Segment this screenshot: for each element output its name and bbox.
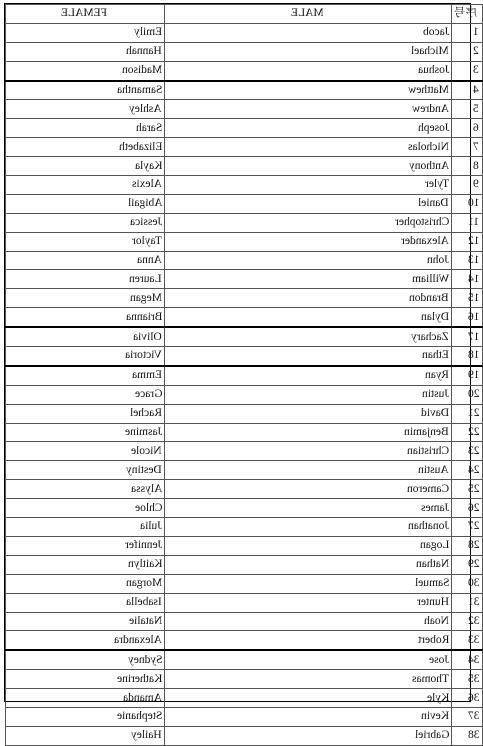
row-number-cell: [452, 631, 483, 650]
row-number-cell: [452, 612, 483, 631]
male-name-cell-text: Thomas: [411, 672, 449, 685]
row-number-cell: [452, 423, 483, 442]
row-number-cell: [452, 308, 483, 327]
row-number-cell-text: 9: [473, 178, 479, 191]
table-row: [6, 289, 483, 308]
female-name-cell-text: Olivia: [133, 330, 162, 343]
row-number-cell: [452, 42, 483, 61]
row-number-cell: [452, 327, 483, 346]
male-name-cell: [165, 61, 452, 80]
row-number-cell: [452, 689, 483, 708]
male-name-cell-text: Tyler: [424, 178, 449, 191]
male-name-cell: [165, 308, 452, 327]
row-number-cell: [452, 707, 483, 726]
row-number-cell: [452, 157, 483, 176]
table-row: [6, 251, 483, 270]
male-name-cell: [165, 138, 452, 157]
row-number-cell: [452, 61, 483, 80]
male-name-cell-text: Joshua: [417, 64, 449, 77]
row-number-cell-text: 24: [467, 463, 479, 476]
male-name-cell-text: James: [420, 501, 449, 514]
row-number-cell: [452, 119, 483, 138]
table-row: [6, 366, 483, 385]
male-name-cell: [165, 442, 452, 461]
male-name-cell: [165, 707, 452, 726]
row-number-cell: [452, 385, 483, 404]
female-name-cell-text: Amanda: [123, 691, 162, 704]
row-number-cell: [452, 404, 483, 423]
male-name-cell: [165, 232, 452, 251]
row-number-cell-text: 14: [467, 272, 479, 285]
row-number-cell: [452, 480, 483, 499]
female-name-cell: [6, 213, 165, 232]
row-number-cell-text: 38: [467, 729, 479, 742]
female-name-cell: [6, 194, 165, 213]
table-row: [6, 423, 483, 442]
female-name-cell: [6, 100, 165, 119]
row-number-cell-text: 31: [467, 596, 479, 609]
row-number-cell-text: 20: [467, 388, 479, 401]
row-number-cell-text: 7: [473, 140, 479, 153]
female-name-cell: [6, 289, 165, 308]
row-number-cell: [452, 213, 483, 232]
female-name-cell: [6, 612, 165, 631]
table-row: [6, 518, 483, 537]
female-name-cell-text: Grace: [134, 388, 162, 401]
male-name-cell-text: Nicholas: [408, 140, 449, 153]
female-name-cell-text: Alexandra: [114, 633, 162, 646]
table-row: [6, 232, 483, 251]
female-name-cell-text: Morgan: [125, 577, 162, 590]
row-number-cell-text: 6: [473, 121, 479, 134]
male-name-cell-text: Kevin: [420, 710, 449, 723]
table-row: [6, 631, 483, 650]
row-number-cell: [452, 138, 483, 157]
row-number-cell-text: 23: [467, 444, 479, 457]
male-name-cell: [165, 347, 452, 366]
female-name-cell: [6, 42, 165, 61]
female-name-cell-text: Alyssa: [130, 482, 162, 495]
female-name-cell: [6, 726, 165, 745]
male-name-cell: [165, 593, 452, 612]
row-number-cell-text: 37: [467, 710, 479, 723]
table-row: [6, 81, 483, 100]
male-name-cell: [165, 81, 452, 100]
female-name-cell-text: Abigail: [127, 197, 162, 210]
row-number-cell-text: 11: [467, 216, 479, 229]
male-name-cell-text: Zachary: [411, 330, 449, 343]
male-name-cell-text: David: [420, 407, 449, 420]
row-number-cell: [452, 81, 483, 100]
female-name-cell: [6, 366, 165, 385]
female-name-cell-text: Isabella: [126, 596, 162, 609]
row-number-cell-text: 5: [473, 102, 479, 115]
table-row: [6, 327, 483, 346]
male-name-cell-text: Jonathan: [408, 520, 449, 533]
female-name-cell-text: Samantha: [116, 84, 162, 96]
female-name-cell-text: Katherine: [116, 672, 162, 685]
table-row: [6, 461, 483, 480]
male-name-cell: [165, 366, 452, 385]
male-name-cell: [165, 461, 452, 480]
header-no: 序号: [452, 5, 483, 24]
female-name-cell-text: Jasmine: [124, 426, 162, 439]
row-number-cell-text: 26: [467, 501, 479, 514]
male-name-cell-text: Justin: [422, 388, 449, 401]
female-name-cell: [6, 251, 165, 270]
row-number-cell: [452, 194, 483, 213]
row-number-cell: [452, 176, 483, 195]
female-name-cell-text: Anna: [137, 254, 162, 267]
female-name-cell: [6, 461, 165, 480]
table-row: [6, 442, 483, 461]
female-name-cell-text: Victoria: [125, 349, 162, 362]
female-name-cell: [6, 270, 165, 289]
female-name-cell: [6, 442, 165, 461]
table-row: [6, 536, 483, 555]
row-number-cell-text: 8: [473, 159, 479, 172]
male-name-cell-text: Samuel: [414, 577, 449, 590]
row-number-cell: [452, 650, 483, 669]
female-name-cell: [6, 385, 165, 404]
male-name-cell-text: Anthony: [408, 159, 449, 172]
row-number-cell: [452, 23, 483, 42]
row-number-cell-text: 30: [467, 577, 479, 590]
female-name-cell: [6, 404, 165, 423]
female-name-cell-text: Emily: [133, 26, 162, 39]
table-body: [6, 23, 483, 745]
table-row: [6, 42, 483, 61]
male-name-cell: [165, 251, 452, 270]
male-name-cell-text: John: [427, 254, 449, 267]
row-number-cell-text: 25: [467, 482, 479, 495]
row-number-cell: [452, 593, 483, 612]
male-name-cell-text: Jose: [429, 653, 449, 666]
male-name-cell: [165, 536, 452, 555]
names-table: [5, 4, 483, 746]
male-name-cell-text: Joseph: [417, 121, 449, 134]
table-row: [6, 270, 483, 289]
table-row: [6, 689, 483, 708]
table-row: [6, 176, 483, 195]
table-row: [6, 308, 483, 327]
row-number-cell: [452, 536, 483, 555]
male-name-cell: [165, 385, 452, 404]
row-number-cell-text: 3: [473, 64, 479, 77]
row-number-cell-text: 16: [467, 310, 479, 323]
female-name-cell-text: Hannah: [126, 45, 162, 58]
row-number-cell-text: 35: [467, 672, 479, 685]
table-row: [6, 194, 483, 213]
table-row: [6, 385, 483, 404]
table-row: [6, 499, 483, 518]
row-number-cell-text: 29: [467, 558, 479, 571]
row-number-cell: [452, 726, 483, 745]
header-row: [6, 5, 483, 24]
female-name-cell-text: Sydney: [127, 653, 162, 666]
female-name-cell: [6, 574, 165, 593]
row-number-cell: [452, 289, 483, 308]
female-name-cell-text: Jessica: [130, 216, 162, 229]
male-name-cell: [165, 612, 452, 631]
row-number-cell: [452, 499, 483, 518]
male-name-cell: [165, 574, 452, 593]
table-row: [6, 612, 483, 631]
table-row: [6, 404, 483, 423]
male-name-cell: [165, 650, 452, 669]
female-name-cell: [6, 23, 165, 42]
row-number-cell-text: 19: [467, 369, 479, 382]
female-name-cell: [6, 650, 165, 669]
female-name-cell-text: Chloe: [134, 501, 162, 514]
female-name-cell: [6, 232, 165, 251]
row-number-cell: [452, 366, 483, 385]
male-name-cell-text: Ethan: [422, 349, 449, 362]
table-row: [6, 23, 483, 42]
table-row: [6, 61, 483, 80]
male-name-cell: [165, 289, 452, 308]
male-name-cell: [165, 726, 452, 745]
male-name-cell: [165, 100, 452, 119]
female-name-cell-text: Rachel: [130, 407, 162, 420]
female-name-cell-text: Kaitlyn: [127, 558, 162, 571]
female-name-cell-text: Alexis: [131, 178, 162, 191]
female-name-cell: [6, 157, 165, 176]
male-name-cell-text: Alexander: [401, 235, 449, 248]
female-name-cell: [6, 593, 165, 612]
table-row: [6, 213, 483, 232]
names-sheet: [4, 3, 479, 742]
row-number-cell-text: 27: [467, 520, 479, 533]
female-name-cell: [6, 81, 165, 100]
female-name-cell: [6, 536, 165, 555]
row-number-cell-text: 15: [467, 291, 479, 304]
male-name-cell: [165, 404, 452, 423]
female-name-cell-text: Madison: [121, 64, 162, 77]
row-number-cell: [452, 518, 483, 537]
female-name-cell: [6, 308, 165, 327]
male-name-cell-text: Gabriel: [414, 729, 449, 742]
row-number-cell-text: 32: [467, 614, 479, 627]
table-row: [6, 650, 483, 669]
row-number-cell-text: 4: [473, 84, 479, 96]
row-number-cell: [452, 670, 483, 689]
female-name-cell-text: Natalie: [128, 614, 162, 627]
male-name-cell-text: Logan: [419, 539, 449, 552]
female-name-cell-text: Megan: [130, 291, 162, 304]
male-name-cell-text: Michael: [411, 45, 449, 58]
female-name-cell-text: Stephanie: [116, 710, 162, 723]
male-name-cell-text: Christian: [406, 444, 449, 457]
male-name-cell-text: Cameron: [406, 482, 449, 495]
row-number-cell-text: 21: [467, 407, 479, 420]
row-number-cell-text: 17: [467, 330, 479, 343]
male-name-cell: [165, 194, 452, 213]
row-number-cell-text: 34: [467, 653, 479, 666]
female-name-cell-text: Brianna: [125, 310, 162, 323]
row-number-cell-text: 22: [467, 426, 479, 439]
male-name-cell: [165, 42, 452, 61]
row-number-cell-text: 1: [473, 26, 479, 39]
female-name-cell: [6, 555, 165, 574]
female-name-cell-text: Nicole: [131, 444, 162, 457]
male-name-cell: [165, 518, 452, 537]
female-name-cell-text: Lauren: [129, 272, 162, 285]
row-number-cell: [452, 251, 483, 270]
female-name-cell-text: Emma: [131, 369, 162, 382]
female-name-cell: [6, 480, 165, 499]
female-name-cell: [6, 707, 165, 726]
table-row: [6, 138, 483, 157]
table-row: [6, 555, 483, 574]
male-name-cell: [165, 480, 452, 499]
male-name-cell-text: Hunter: [417, 596, 449, 609]
male-name-cell-text: Nathan: [415, 558, 449, 571]
row-number-cell: [452, 461, 483, 480]
row-number-cell: [452, 100, 483, 119]
row-number-cell-text: 18: [467, 349, 479, 362]
female-name-cell-text: Taylor: [132, 235, 162, 248]
row-number-cell-text: 33: [467, 633, 479, 646]
female-name-cell: [6, 518, 165, 537]
male-name-cell: [165, 119, 452, 138]
male-name-cell: [165, 631, 452, 650]
row-number-cell: [452, 347, 483, 366]
male-name-cell-text: Matthew: [408, 84, 449, 96]
female-name-cell-text: Sarah: [135, 121, 162, 134]
female-name-cell: [6, 631, 165, 650]
male-name-cell-text: Brandon: [409, 291, 449, 304]
row-number-cell-text: 13: [467, 254, 479, 267]
male-name-cell: [165, 270, 452, 289]
male-name-cell-text: Ryan: [425, 369, 449, 382]
male-name-cell: [165, 689, 452, 708]
female-name-cell-text: Julia: [140, 520, 162, 533]
male-name-cell-text: Dylan: [420, 310, 449, 323]
table-row: [6, 157, 483, 176]
male-name-cell-text: Jacob: [422, 26, 449, 39]
male-name-cell-text: Christopher: [394, 216, 449, 229]
male-name-cell: [165, 213, 452, 232]
male-name-cell: [165, 23, 452, 42]
female-name-cell-text: Kayla: [134, 159, 162, 172]
male-name-cell-text: Kyle: [426, 691, 449, 704]
male-name-cell: [165, 423, 452, 442]
male-name-cell-text: Daniel: [418, 197, 449, 210]
male-name-cell: [165, 499, 452, 518]
table-row: [6, 726, 483, 745]
table-row: [6, 670, 483, 689]
header-female: FEMALE: [6, 5, 165, 24]
row-number-cell: [452, 232, 483, 251]
table-row: [6, 593, 483, 612]
male-name-cell-text: William: [411, 272, 449, 285]
row-number-cell: [452, 270, 483, 289]
row-number-cell: [452, 442, 483, 461]
female-name-cell-text: Elizabeth: [118, 140, 162, 153]
row-number-cell: [452, 555, 483, 574]
male-name-cell: [165, 555, 452, 574]
table-row: [6, 347, 483, 366]
male-name-cell-text: Robert: [417, 633, 449, 646]
female-name-cell-text: Destiny: [126, 463, 162, 476]
male-name-cell-text: Benjamin: [404, 426, 449, 439]
female-name-cell: [6, 61, 165, 80]
female-name-cell: [6, 423, 165, 442]
female-name-cell-text: Hailey: [131, 729, 162, 742]
row-number-cell: [452, 574, 483, 593]
male-name-cell-text: Noah: [424, 614, 449, 627]
female-name-cell-text: Jennifer: [124, 539, 162, 552]
table-row: [6, 480, 483, 499]
header-male: MALE: [165, 5, 452, 24]
male-name-cell: [165, 157, 452, 176]
female-name-cell-text: Ashley: [129, 102, 162, 115]
row-number-cell-text: 10: [467, 197, 479, 210]
female-name-cell: [6, 670, 165, 689]
row-number-cell-text: 28: [467, 539, 479, 552]
row-number-cell-text: 12: [467, 235, 479, 248]
male-name-cell-text: Andrew: [411, 102, 449, 115]
female-name-cell: [6, 347, 165, 366]
female-name-cell: [6, 689, 165, 708]
female-name-cell: [6, 327, 165, 346]
row-number-cell-text: 36: [467, 691, 479, 704]
female-name-cell: [6, 138, 165, 157]
table-row: [6, 574, 483, 593]
male-name-cell-text: Austin: [418, 463, 449, 476]
table-row: [6, 707, 483, 726]
male-name-cell: [165, 670, 452, 689]
female-name-cell: [6, 499, 165, 518]
female-name-cell: [6, 119, 165, 138]
female-name-cell: [6, 176, 165, 195]
male-name-cell: [165, 176, 452, 195]
row-number-cell-text: 2: [473, 45, 479, 58]
table-row: [6, 100, 483, 119]
male-name-cell: [165, 327, 452, 346]
table-row: [6, 119, 483, 138]
